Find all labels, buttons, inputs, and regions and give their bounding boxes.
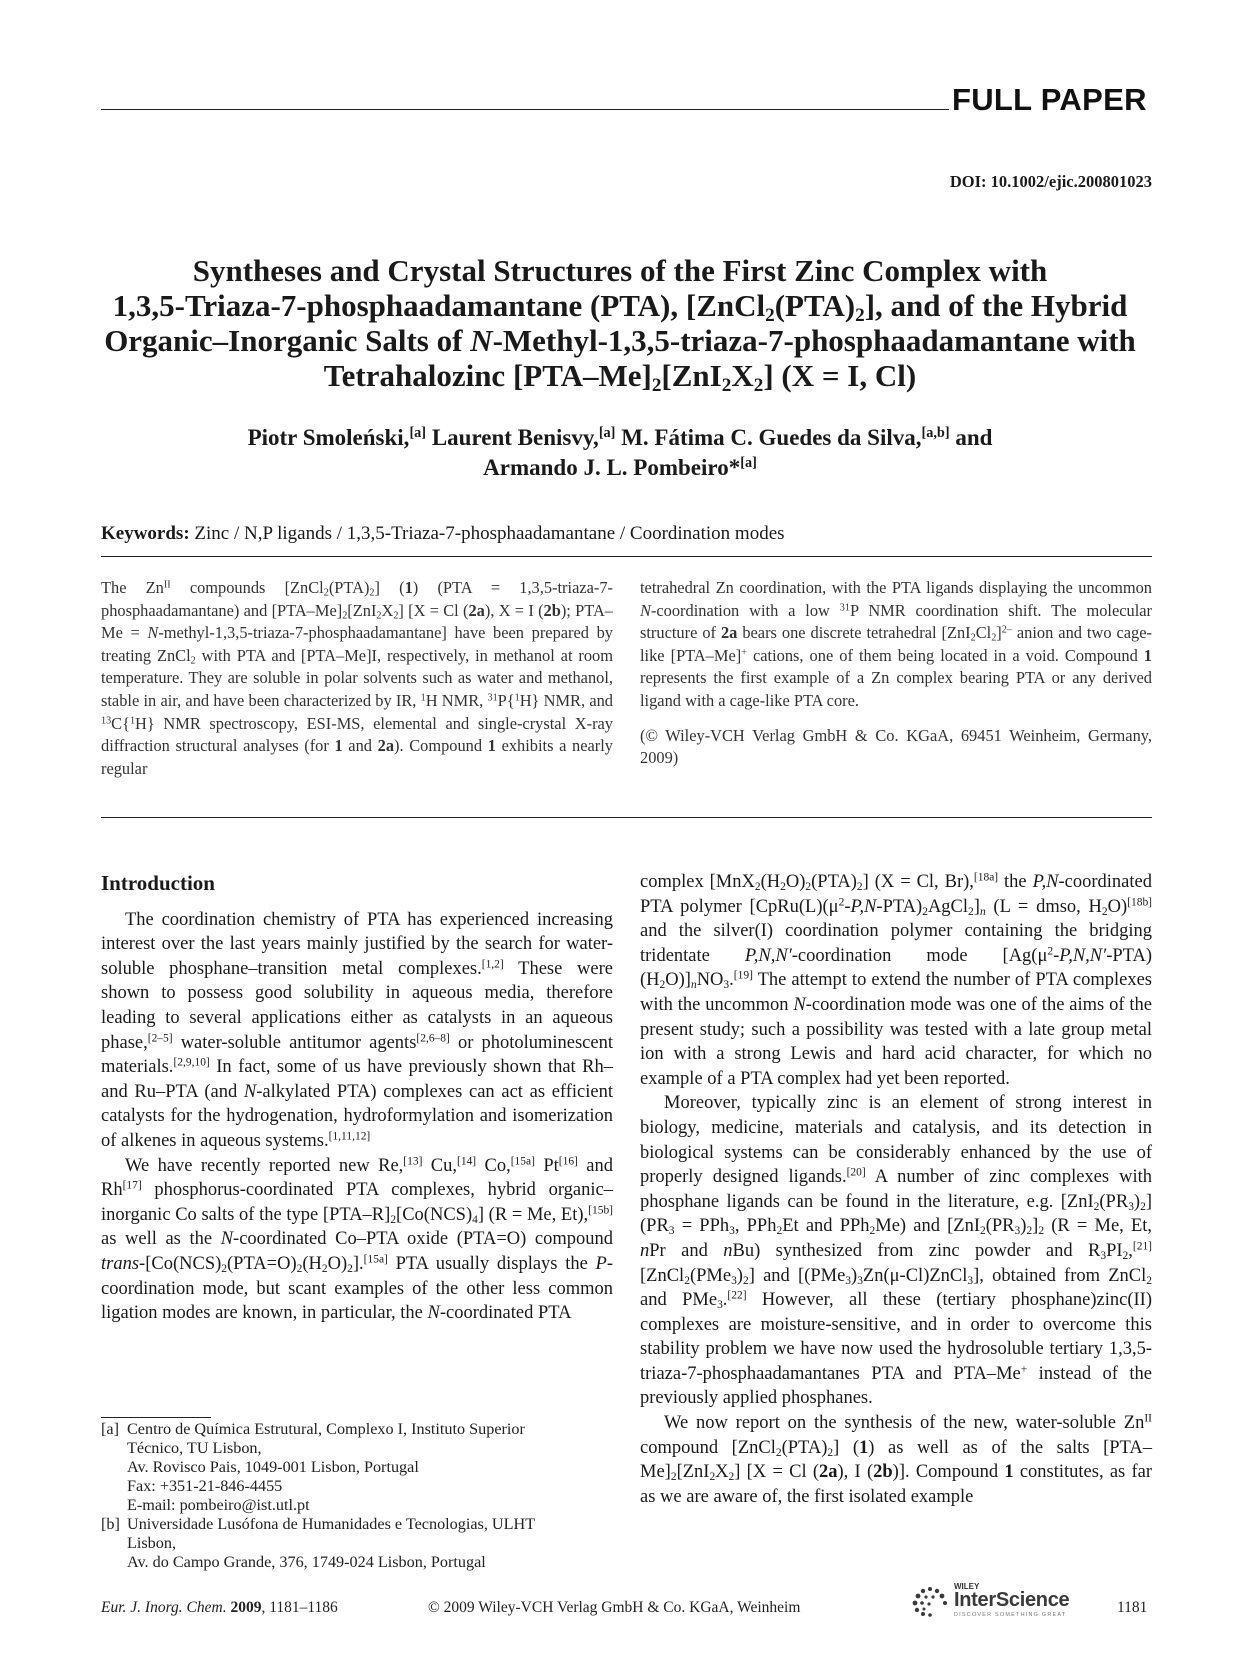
authors-line-1: Piotr Smoleński,[a] Laurent Benisvy,[a] M. Fátima C. Guedes da Silva,[a,b] and bbox=[247, 425, 993, 450]
affiliation-b bbox=[101, 1515, 621, 1572]
footer-pages: , 1181–1186 bbox=[261, 1599, 338, 1616]
authors-line-2: Armando J. L. Pombeiro*[a] bbox=[483, 455, 757, 480]
affiliation-line: Centro de Química Estrutural, Complexo I, Instituto Superior bbox=[127, 1420, 525, 1438]
intro-paragraph-2: We have recently reported new Re,[13] Cu,[14] Co,[15a] Pt[16] and Rh[17] phosphorus-coordinated PTA complexes, hybrid organic–inorganic Co salts of the type $[PTA-R]_2[Co(NCS)_4] (R = Me$, Et),[15b] as well as the N-coordinated Co–PTA oxide (PTA=O) compound trans-$[Co(NCS)_2(PTA=O)_2(H_2O)_2].[15a]$ PTA usually displays the P-coordination mode, but scant examples of the other less common ligation modes are known, in particular, the N-coordinated PTA bbox=[101, 1155, 613, 1324]
title-line-2: 1,3,5-Triaza-7-phosphaadamantane (PTA), $[ZnCl_2(PTA)_2]$, and of the Hybrid bbox=[112, 288, 1128, 326]
paper-title bbox=[100, 253, 1140, 396]
footnote-rule bbox=[101, 1417, 211, 1418]
logo-wiley: WILEY bbox=[954, 1582, 980, 1591]
affiliation-line: Av. Rovisco Pais, 1049-001 Lisbon, Portugal bbox=[127, 1458, 419, 1476]
affiliation-tag: [a] bbox=[101, 1420, 119, 1438]
logo-tagline: DISCOVER SOMETHING GREAT bbox=[954, 1612, 1067, 1618]
footer-year: 2009 bbox=[230, 1599, 262, 1616]
abstract-right-text: tetrahedral Zn coordination, with the PTA ligands displaying the uncommon N-coordination with a low $^{31}$P NMR coordination shift. The molecular structure of 2a bears one discrete tetrahedral $[ZnI_2Cl_2]^{2-}$ anion and two cage-like [PTA–Me]+ cations, one of them being located in a void. Compound 1 represents the first example of a Zn complex bearing PTA or any derived ligand with a cage-like PTA core. bbox=[640, 578, 1152, 710]
affiliation-line: Universidade Lusófona de Humanidades e Tecnologias, ULHT bbox=[127, 1515, 536, 1533]
intro-paragraph-3: complex $[MnX_2(H_2O)_2(PTA)_2] (X = Cl$, Br),[18a] the P,N-coordinated PTA polymer $[CpRu(L)(\mu^2-P,N-PTA)_2AgCl_2]_n$ (L = dmso, $H_2O)[18b]$ and the silver(I) coordination polymer containing the bridging tridentate P,N,N′-coordination mode $[Ag(\mu^2-P,N,N'-PTA)(H_2O)]_nNO_3.[19]$ The attempt to extend the number of PTA complexes with the uncommon N-coordination mode was one of the aims of the present study; such a possibility was tested with a late group metal ion with a strong Lewis and hard acid character, for which no example of a PTA complex had yet been reported. bbox=[640, 871, 1153, 1089]
affiliations bbox=[101, 1420, 621, 1572]
affiliation-line: Lisbon, bbox=[127, 1534, 177, 1552]
section-label: FULL PAPER bbox=[952, 82, 1147, 117]
header-rule bbox=[101, 109, 949, 110]
body-column-right bbox=[640, 870, 1152, 1509]
interscience-logo bbox=[910, 1582, 1080, 1620]
abstract-rule bbox=[101, 817, 1152, 818]
abstract-left bbox=[101, 577, 613, 780]
title-line-4: Tetrahalozinc $[PTA-Me]_2[ZnI_2X_2] (X = I$, Cl) bbox=[323, 358, 917, 396]
body-column-left bbox=[101, 865, 613, 1326]
keywords bbox=[101, 523, 785, 545]
keywords-text: Zinc / N,P ligands / 1,3,5-Triaza-7-phosphaadamantane / Coordination modes bbox=[194, 523, 785, 544]
author-list bbox=[100, 423, 1140, 483]
keywords-rule bbox=[101, 556, 1152, 557]
abstract-copyright: (© Wiley-VCH Verlag GmbH & Co. KGaA, 69451 Weinheim, Germany, 2009) bbox=[640, 725, 1152, 768]
footer-copyright: © 2009 Wiley-VCH Verlag GmbH & Co. KGaA, Weinheim bbox=[428, 1599, 801, 1616]
affiliation-email[interactable]: E-mail: pombeiro@ist.utl.pt bbox=[127, 1496, 310, 1514]
doi[interactable]: DOI: 10.1002/ejic.200801023 bbox=[949, 172, 1152, 191]
abstract-right bbox=[640, 577, 1152, 770]
page-number: 1181 bbox=[1117, 1599, 1148, 1616]
globe-icon bbox=[910, 1584, 950, 1618]
intro-paragraph-4: Moreover, typically zinc is an element of strong interest in biology, medicine, materials and catalysis, and its detection in biological systems can be considerably enhanced by the use of properly designed ligands.[20] A number of zinc complexes with phosphane ligands can be found in the literature, e.g. $[ZnI_2(PR_3)_2] (PR_3 = PPh_3$, PPh$_2$Et and PPh$_2$Me) and $[ZnI_2(PR_3)_2]_2$ (R = Me, Et, nPr and nBu) synthesized from zinc powder and $R_3PI_2,[21]$ $[ZnCl_2(PMe_3)_2]$ and $[(PMe_3)_3Zn(\mu-Cl)ZnCl_3]$, obtained from ZnCl$_2$ and PMe$_3$.[22] However, all these (tertiary phosphane)zinc(II) complexes are moisture-sensitive, and in order to overcome this stability problem we have now used the hydrosoluble tertiary 1,3,5-triaza-7-phosphaadamantanes PTA and PTA–Me+ instead of the previously applied phosphanes. bbox=[640, 1093, 1153, 1409]
title-line-1: Syntheses and Crystal Structures of the First Zinc Complex with bbox=[192, 253, 1048, 288]
logo-interscience: InterScience bbox=[954, 1589, 1070, 1611]
affiliation-line: Fax: +351-21-846-4455 bbox=[127, 1477, 283, 1495]
intro-paragraph-5: We now report on the synthesis of the new, water-soluble $Zn^{II}$ compound $[ZnCl_2(PTA)_2]$ (1) as well as of the salts $[PTA-Me]_2[ZnI_2X_2] [X = Cl$ (2a), I (2b)]. Compound 1 constitutes, as far as we are aware of, the first isolated example bbox=[640, 1412, 1153, 1507]
title-line-3: Organic–Inorganic Salts of N-Methyl-1,3,5-triaza-7-phosphaadamantane with bbox=[104, 323, 1136, 358]
footer-citation bbox=[101, 1599, 338, 1617]
abstract-left-text: The $Zn^{II}$ compounds $[ZnCl_2(PTA)_2]$ (1) (PTA = 1,3,5-triaza-7-phosphaadamantane) and $[PTA-Me]_2[ZnI_2X_2] [X = Cl$ (2a), X = I (2b); PTA–Me = N-methyl-1,3,5-triaza-7-phosphaadamantane] have been prepared by treating ZnCl$_2$ with PTA and [PTA–Me]I, respectively, in methanol at room temperature. They are soluble in polar solvents such as water and methanol, stable in air, and have been characterized by IR, $^1$H NMR, $^{31}$P{$^1$H} NMR, and $^{13}$C{$^1$H} NMR spectroscopy, ESI-MS, elemental and single-crystal X-ray diffraction structural analyses (for 1 and 2a). Compound 1 exhibits a nearly regular bbox=[101, 578, 614, 778]
intro-paragraph-1: The coordination chemistry of PTA has experienced increasing interest over the last years mainly justified by the search for water-soluble phosphane–transition metal complexes.[1,2] These were shown to possess good solubility in aqueous media, therefore leading to several applications either as catalysts in an aqueous phase,[2–5] water-soluble antitumor agents[2,6–8] or photoluminescent materials.[2,9,10] In fact, some of us have previously shown that Rh– and Ru–PTA (and N-alkylated PTA) complexes can act as efficient catalysts for the hydrogenation, hydroformylation and isomerization of alkenes in aqueous systems.[1,11,12] bbox=[101, 909, 613, 1151]
footer-journal: Eur. J. Inorg. Chem. bbox=[101, 1599, 227, 1616]
affiliation-tag: [b] bbox=[101, 1515, 120, 1533]
keywords-label: Keywords: bbox=[101, 523, 190, 544]
affiliation-a bbox=[101, 1420, 621, 1515]
affiliation-line: Av. do Campo Grande, 376, 1749-024 Lisbon, Portugal bbox=[127, 1553, 486, 1571]
section-heading-introduction: Introduction bbox=[101, 871, 215, 895]
affiliation-line: Técnico, TU Lisbon, bbox=[127, 1439, 262, 1457]
